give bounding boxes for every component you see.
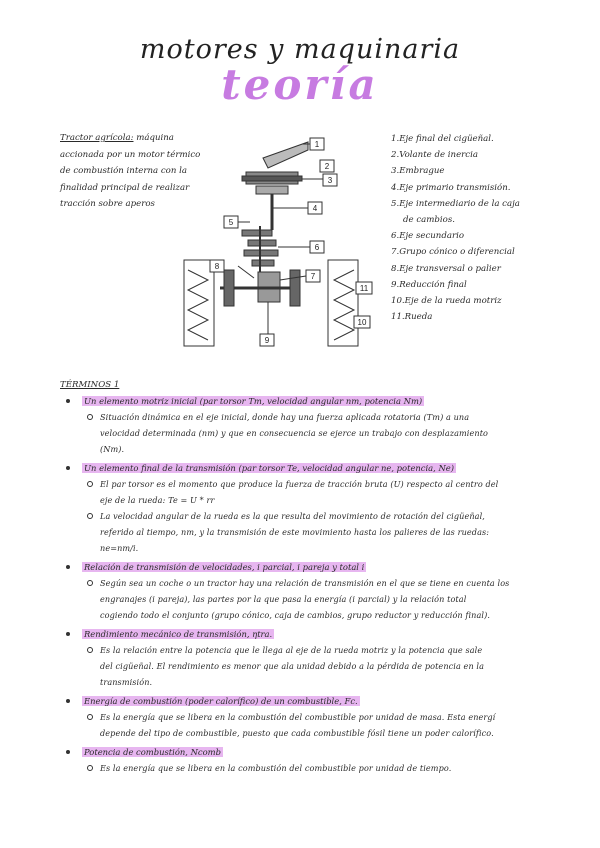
gear-shape bbox=[248, 240, 276, 246]
term-item bbox=[60, 693, 560, 709]
description-line: cogiendo todo el conjunto (grupo cónico, caja de cambios, grupo reductor y reducción final). bbox=[100, 610, 491, 620]
bullet-circle-icon bbox=[87, 714, 93, 720]
diagram-label-8: 8 bbox=[214, 262, 220, 271]
intro-term: Tractor agrícola: bbox=[60, 133, 134, 143]
description-line: Es la energía que se libera en la combustión del combustible por unidad de masa. Esta energí bbox=[100, 712, 496, 722]
transmission-diagram-svg bbox=[178, 130, 388, 356]
final-reduction-right-shape bbox=[290, 270, 300, 306]
term-heading: Un elemento final de la transmisión (par torsor Te, velocidad angular ne, potencia, Ne) bbox=[84, 463, 455, 473]
term-description bbox=[60, 508, 560, 556]
diagram-label-5: 5 bbox=[228, 218, 234, 227]
terms-section bbox=[60, 380, 560, 776]
bullet-circle-icon bbox=[87, 580, 93, 586]
gear-shape bbox=[252, 260, 274, 266]
description-line: referido al tiempo, nm, y la transmisión de este movimiento hasta los palieres de las ruedas: bbox=[100, 527, 490, 537]
bullet-dot-icon bbox=[66, 632, 70, 636]
diagram-label-7: 7 bbox=[310, 272, 316, 281]
section-title: TÉRMINOS 1 bbox=[60, 380, 120, 390]
description-line: Según sea un coche o un tractor hay una relación de transmisión en el que se tiene en cuenta los bbox=[100, 578, 510, 588]
diagram-label-11: 11 bbox=[359, 284, 369, 293]
description-line: del cigüeñal. El rendimiento es menor que ala unidad debido a la pérdida de potencia en la bbox=[100, 661, 485, 671]
crankshaft-end-shape bbox=[263, 142, 308, 168]
intro-text: máquina accionada por un motor térmico de combustión interna con la finalidad principal de realizar tracción sobre aperos bbox=[60, 133, 201, 209]
diagram-label-6: 6 bbox=[314, 243, 320, 252]
legend-item: 3.Embrague bbox=[391, 166, 445, 177]
term-item bbox=[60, 559, 560, 575]
bullet-circle-icon bbox=[87, 481, 93, 487]
gear-shape bbox=[242, 230, 272, 236]
term-description bbox=[60, 642, 560, 690]
bullet-circle-icon bbox=[87, 513, 93, 519]
bullet-dot-icon bbox=[66, 565, 70, 569]
leader-8 bbox=[238, 266, 254, 278]
legend-item: 11.Rueda bbox=[391, 312, 433, 323]
legend-item: 9.Reducción final bbox=[391, 279, 467, 290]
term-heading: Rendimiento mecánico de transmisión, ηtra. bbox=[84, 629, 273, 639]
term-description bbox=[60, 409, 560, 457]
diagram-legend bbox=[391, 131, 551, 325]
final-reduction-left-shape bbox=[224, 270, 234, 306]
description-line: Situación dinámica en el eje inicial, donde hay una fuerza aplicada rotatoria (Tm) a una bbox=[100, 412, 470, 422]
legend-item: 7.Grupo cónico o diferencial bbox=[391, 247, 515, 258]
term-description bbox=[60, 575, 560, 623]
description-line: La velocidad angular de la rueda es la que resulta del movimiento de rotación del cigüeñal, bbox=[100, 511, 485, 521]
term-description bbox=[60, 476, 560, 508]
bullet-circle-icon bbox=[87, 414, 93, 420]
bullet-dot-icon bbox=[66, 466, 70, 470]
bullet-dot-icon bbox=[66, 699, 70, 703]
term-item bbox=[60, 744, 560, 760]
term-heading: Un elemento motriz inicial (par torsor Tm, velocidad angular nm, potencia Nm) bbox=[84, 396, 423, 406]
diagram-label-1: 1 bbox=[314, 140, 320, 149]
description-line: eje de la rueda: Te = U * rr bbox=[100, 495, 215, 505]
bullet-dot-icon bbox=[66, 750, 70, 754]
tractor-transmission-diagram bbox=[178, 130, 388, 356]
description-line: transmisión. bbox=[100, 677, 153, 687]
term-heading: Energía de combustión (poder calorífico) de un combustible, Fc. bbox=[84, 696, 358, 706]
term-heading: Potencia de combustión, Ncomb bbox=[84, 747, 221, 757]
bullet-circle-icon bbox=[87, 647, 93, 653]
bullet-dot-icon bbox=[66, 399, 70, 403]
flywheel-rim-shape bbox=[242, 176, 302, 181]
description-line: engranajes (i pareja), las partes por la que pasa la energía (i parcial) y la relación total bbox=[100, 594, 467, 604]
wheel-left-shape bbox=[184, 260, 214, 346]
description-line: El par torsor es el momento que produce la fuerza de tracción bruta (U) respecto al centro del bbox=[100, 479, 499, 489]
description-line: (Nm). bbox=[100, 444, 125, 454]
legend-item: 10.Eje de la rueda motriz bbox=[391, 296, 502, 307]
term-description bbox=[60, 760, 560, 776]
term-item bbox=[60, 460, 560, 476]
diagram-label-9: 9 bbox=[264, 336, 270, 345]
term-heading: Relación de transmisión de velocidades, i parcial, i pareja y total i bbox=[84, 562, 365, 572]
page-title: motores y maquinaria bbox=[139, 34, 461, 65]
legend-item: 6.Eje secundario bbox=[391, 231, 464, 242]
description-line: depende del tipo de combustible, puesto que cada combustible fósil tiene un poder calorífico. bbox=[100, 728, 494, 738]
wheel-right-shape bbox=[328, 260, 358, 346]
term-item bbox=[60, 626, 560, 642]
description-line: ne=nm/i. bbox=[100, 543, 139, 553]
clutch-shape bbox=[256, 186, 288, 194]
legend-item: 4.Eje primario transmisión. bbox=[391, 182, 511, 193]
diagram-label-4: 4 bbox=[312, 204, 318, 213]
diagram-label-3: 3 bbox=[327, 176, 333, 185]
term-item bbox=[60, 393, 560, 409]
bullet-circle-icon bbox=[87, 765, 93, 771]
description-line: Es la relación entre la potencia que le llega al eje de la rueda motriz y la potencia que sale bbox=[100, 645, 483, 655]
term-description bbox=[60, 709, 560, 741]
description-line: velocidad determinada (nm) y que en consecuencia se ejerce un trabajo con desplazamiento bbox=[100, 428, 489, 438]
legend-item: 2.Volante de inercia bbox=[391, 150, 478, 161]
diagram-label-2: 2 bbox=[324, 162, 330, 171]
legend-item: 8.Eje transversal o palier bbox=[391, 263, 501, 274]
page-subtitle: teoría bbox=[221, 60, 379, 109]
legend-item: 5.Eje intermediario de la caja bbox=[391, 198, 520, 209]
legend-item: 1.Eje final del cigüeñal. bbox=[391, 134, 494, 144]
description-line: Es la energía que se libera en la combustión del combustible por unidad de tiempo. bbox=[100, 763, 452, 773]
legend-item: de cambios. bbox=[403, 215, 455, 226]
diagram-label-10: 10 bbox=[357, 318, 367, 327]
